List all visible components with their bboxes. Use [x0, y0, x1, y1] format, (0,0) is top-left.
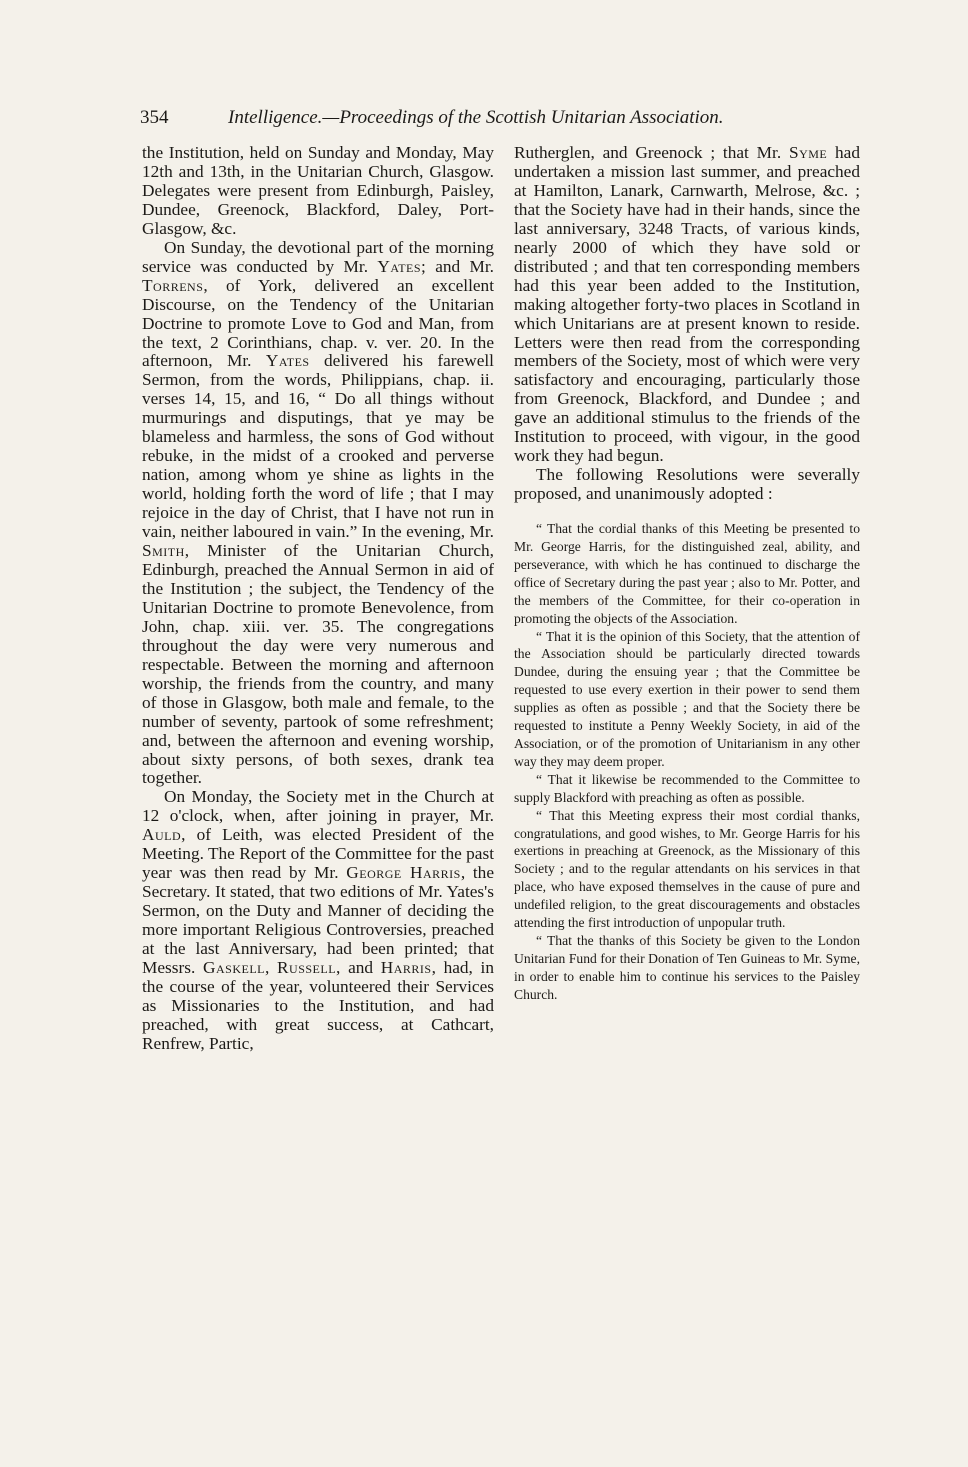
text-run: Rutherglen, and Greenock ; that Mr. [514, 143, 789, 162]
paragraph-continued: the Institution, held on Sunday and Monday, May 12th and 13th, in the Unitarian Church, Glasgow. Delegates were present from Edinburgh, Paisley, Dundee, Greenock, Blackford, Daley, Port-Glasgow, &c. [142, 143, 494, 238]
running-title: Intelligence.—Proceedings of the Scottish Unitarian Association. [228, 107, 724, 128]
right-column [514, 144, 860, 1004]
resolution: “ That this Meeting express their most cordial thanks, congratulations, and good wishes, to Mr. George Harris for his exertions in preaching at Greenock, as the Missionary of this Society ; and to the regular attendants on his services in that place, who have exposed themselves in the cause of pure and undefiled religion, to the great discouragements and obstacles attending the first introduction of unpopular truth. [514, 807, 860, 931]
text-run: , and [336, 957, 381, 977]
resolution: “ That the thanks of this Society be given to the London Unitarian Fund for their Donation of Ten Guineas to Mr. Syme, in order to enable him to continue his services to the Paisley Church. [514, 932, 860, 1002]
paragraph-resolutions-intro: The following Resolutions were severally proposed, and unanimously adopted : [514, 465, 860, 504]
text-run: , [264, 957, 278, 977]
person-name: Harris [380, 957, 432, 977]
text-run: , of York, delivered an excellent Discourse, on the Tendency of the Unitarian Doctrine to promote Love to God and Man, from the text, 2 Corinthians, chap. v. ver. 20. In the afternoon, Mr. [142, 275, 494, 371]
resolution: “ That the cordial thanks of this Meeting be presented to Mr. George Harris, for the distinguished zeal, ability, and perseverance, with which he has continued to discharge the office of Secretary during the past year ; also to Mr. Potter, and the members of the Committee, for their co-operation in promoting the objects of the Association. [514, 521, 860, 626]
person-name: Yates [377, 256, 422, 276]
paragraph-sunday [142, 239, 494, 789]
text-run: , of Leith, was elected President of the Meeting. The Report of the Committee for the past year was then read by Mr. [142, 825, 494, 883]
person-name: George Harris [346, 863, 461, 883]
paragraph-monday [142, 788, 494, 1053]
text-run: ; and Mr. [421, 256, 494, 276]
paragraph-continued [514, 144, 860, 466]
running-header [140, 104, 830, 132]
text-run: , had, in the course of the year, volunteered their Services as Missionaries to the Institution, and had preached, with great success, at Cathcart, Renfrew, Partic, [142, 957, 495, 1053]
text-run: , Minister of the Unitarian Church, Edinburgh, preached the Annual Sermon in aid of the Institution ; the subject, the Tendency of the Unitarian Doctrine to promote Benevolence, from John, chap. xiii. ver. 35. The congregations throughout the day were very numerous and respectable. Between the morning and afternoon worship, the friends from the country, and many of those in Glasgow, both male and female, to the number of seventy, partook of some refreshment; and, between the afternoon and evening worship, about sixty persons, of both sexes, drank tea together. [142, 541, 494, 788]
person-name: Syme [788, 143, 828, 162]
person-name: Smith [142, 541, 185, 561]
person-name: Russell [277, 957, 337, 977]
person-name: Torrens [142, 275, 204, 295]
person-name: Gaskell [203, 957, 265, 977]
resolution: “ That it is the opinion of this Society, that the attention of the Association should be particularly directed towards Dundee, during the ensuing year ; that the Committee be requested to use every exertion in their power to send them supplies as often as possible ; and that the Society there be requested to institute a Penny Weekly Society, in aid of the Association, or of the promotion of Unitarianism in any other way they may deem proper. [514, 628, 860, 769]
text-run: delivered his farewell Sermon, from the words, Philippians, chap. ii. verses 14, 15, and 16, “ Do all things without murmurings and disputings, that ye may be blameless and harmless, the sons of God without rebuke, in the midst of a crooked and perverse nation, among whom ye shine as lights in the world, holding forth the word of life ; that I may rejoice in the day of Christ, that I have not run in vain, neither laboured in vain.” In the evening, Mr. [142, 351, 494, 542]
page-number: 354 [140, 107, 169, 128]
resolution: “ That it likewise be recommended to the Committee to supply Blackford with preaching as often as possible. [514, 771, 860, 805]
text-run: On Sunday, the devotional part of the morning service was conducted by Mr. [142, 237, 494, 276]
text-run: On Monday, the Society met in the Church at 12 o'clock, when, after joining in prayer, Mr. [142, 787, 494, 826]
text-run: , the Secretary. It stated, that two editions of Mr. Yates's Sermon, on the Duty and Manner of deciding the more important Religious Controversies, preached at the last Anniversary, had been printed; that Messrs. [142, 863, 494, 977]
text-run: had undertaken a mission last summer, and preached at Hamilton, Lanark, Carnwarth, Melrose, &c. ; that the Society have had in their hands, since the last anniversary, 3248 Tracts, of various kinds, nearly 2000 of which they have sold or distributed ; and that ten corresponding members had this year been added to the Institution, making altogether forty-two places in Scotland in which Unitarians are at present known to reside. Letters were then read from the corresponding members of the Society, most of which were very satisfactory and encouraging, particularly those from Greenock, Blackford, and Dundee ; and gave an additional stimulus to the friends of the Institution to proceed, with vigour, in the good work they had begun. [514, 143, 860, 466]
left-column [142, 144, 494, 1054]
person-name: Yates [265, 351, 310, 371]
person-name: Auld [142, 825, 182, 845]
